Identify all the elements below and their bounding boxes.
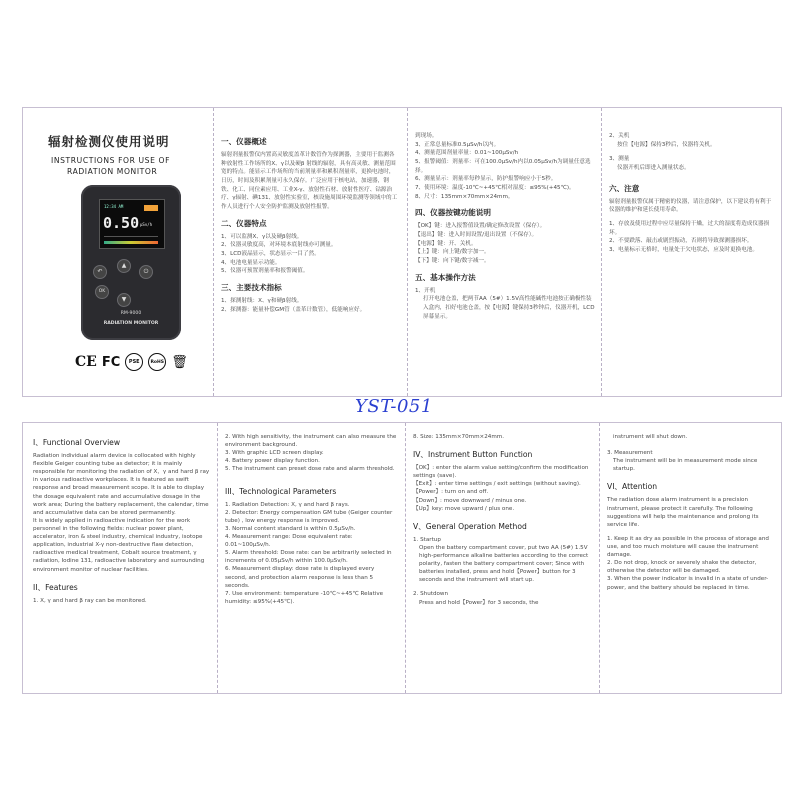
list-item: 【OK】: enter the alarm value setting/confirm the modification settings (save). bbox=[413, 465, 589, 480]
power-button-icon: ⏻ bbox=[139, 265, 153, 279]
en-measure-title: 3. Measurement bbox=[607, 450, 653, 457]
ok-button: OK bbox=[95, 285, 109, 299]
list-item: 4. Battery power display function. bbox=[225, 458, 320, 465]
list-item: 3、正常总量标准0.5μSv/h以内。 bbox=[415, 141, 500, 148]
en-column-2 bbox=[225, 423, 397, 693]
fold-line bbox=[407, 108, 408, 396]
cn-feature-list bbox=[221, 233, 399, 276]
list-item: 2、探测器：能量补偿GM管（盖革计数管），低能响应好。 bbox=[221, 306, 366, 313]
en-shutdown-title: 2. Shutdown bbox=[413, 591, 449, 598]
list-item: 3. Normal content standard is within 0.5μSv/h. bbox=[225, 525, 356, 532]
list-item: 5、仪器可预置剂量率和报警阈值。 bbox=[221, 268, 309, 275]
list-item: 【Exit】: enter time settings / exit settings (without saving). bbox=[413, 481, 581, 488]
en-overview-text-2: It is widely applied in radioactive indication for the work personnel in the following fields: nuclear power plant, accelerator, iron & steel industry, chemical industry, isotope application, industrial X-γ non-destructive flaw detection, radioactive medical treatment, Cobalt source treatment, γ radiation, Iodine 131, radioactive laboratory and surrounding environment monitor of nuclear facilities. bbox=[33, 517, 205, 573]
cn-spec-list bbox=[221, 297, 399, 314]
english-manual-panel bbox=[22, 422, 782, 694]
list-item: 4、测量范围剂量率量：0.01~100μSv/h bbox=[415, 150, 519, 157]
list-item: 6、测量显示：剂量率每秒显示，防护报警响应小于5秒。 bbox=[415, 176, 557, 183]
cn-spec-list-continued bbox=[415, 132, 595, 201]
cn-overview-text: 辐射剂量报警仪内置高灵敏度盖革计数管作为探测器，主要用于监测各种放射性工作场所的X、γ以及硬β 射线的辐射，具有高灵敏、测量范围宽的特点。能显示工作场所的当前剂量率和累积剂量率，更换电池时，日历，时间及积累剂量可永久保存。广泛应用于核电站，加速器，钢铁、化工、同位素应用、工业X-γ、放射性石材、放射性医疗、钴源治疗、γ辐射、碘131、放射性实验室，核设施周围环境监测等领域中的工作人员进行个人安全防护监测及放射性报警。 bbox=[221, 152, 398, 210]
up-button-icon: ▲ bbox=[117, 259, 131, 273]
fold-line bbox=[405, 423, 406, 693]
en-overview-text: Radiation individual alarm device is collocated with highly flexible Geiger counting tube as detector; it is mainly responsible for monitoring the radiation of X，γ and hard β ray in various radioactive workplaces. It is featured as swift response and broad measurement scope. It is able to display the dosage equivalent rate and accumulative dosage in the work area; During the battery replacement, the calendar, time and accumulative data can be stored permanently. bbox=[33, 453, 210, 516]
list-item: 1、存放及使用过程中应尽量保持干燥，过大的湿度将造成仪器损坏。 bbox=[609, 220, 770, 236]
ce-mark: CE bbox=[75, 354, 97, 370]
chinese-manual-panel bbox=[22, 107, 782, 397]
product-code-stamp: YST-051 bbox=[355, 396, 433, 417]
list-item: 1、探测射线：X、γ和硬β射线。 bbox=[221, 297, 303, 304]
list-item: 【Down】: move downward / minus one. bbox=[413, 497, 527, 504]
en-heading-attention: VI、Attention bbox=[607, 482, 658, 492]
list-item: 7、使用环境：温度-10℃~+45℃相对湿度：≤95%(+45℃)。 bbox=[415, 184, 575, 191]
en-size-spec: 8. Size: 135mm×70mm×24mm. bbox=[413, 434, 505, 440]
fold-line bbox=[213, 108, 214, 396]
certification-logos bbox=[75, 350, 213, 374]
en-startup-text: Open the battery compartment cover, put two AA (5#) 1.5V high-performance alkaline batteries according to the correct polarity, fasten the battery compartment cover; Since with batteries installed, press and hold【Power】button for 3 seconds and the instrument will start up. bbox=[419, 544, 589, 584]
list-item: 2. Do not drop, knock or severely shake the detector, otherwise the detector will be damaged. bbox=[607, 560, 757, 575]
list-item: 3. When the power indicator is invalid in a state of under-power, and the battery should be replaced in time. bbox=[607, 576, 769, 591]
cn-shutdown-title: 2、关机 bbox=[609, 133, 630, 139]
en-heading-overview: I、Functional Overview bbox=[33, 438, 121, 447]
en-column-1 bbox=[33, 423, 213, 693]
en-heading-operation: V、General Operation Method bbox=[413, 521, 527, 531]
cover-title-en-1: INSTRUCTIONS FOR USE OF bbox=[51, 156, 171, 165]
cn-shutdown-text: 按住【电源】保持3秒后，仪器将关机。 bbox=[617, 141, 716, 148]
cn-measure-text: 仪器开机后即进入测量状态。 bbox=[617, 164, 690, 171]
en-shutdown-continued: instrument will shut down. bbox=[613, 434, 688, 440]
list-item: 1、可以监测X、γ以及硬β射线。 bbox=[221, 233, 303, 240]
device-brand: RADIATION MONITOR bbox=[103, 321, 159, 326]
cn-heading-operation: 五、基本操作方法 bbox=[415, 272, 476, 282]
list-item: 5、报警阈值：剂量率：可在100.0μSv/h内以0.05μSv/h为调量任意选择。 bbox=[415, 158, 591, 174]
en-feature-1: 1. X, γ and hard β ray can be monitored. bbox=[33, 597, 147, 604]
down-button-icon: ▼ bbox=[117, 293, 131, 307]
list-item: 3. With graphic LCD screen display. bbox=[225, 450, 324, 457]
cn-column-2 bbox=[221, 108, 399, 396]
cover-column bbox=[23, 108, 213, 396]
cn-attention-text: 辐射剂量报警仪属于精密的仪器，请注意保护，以下建议将有利于仪器的维护和延长使用寿命。 bbox=[609, 198, 772, 214]
en-shutdown-text: Press and hold【Power】for 3 seconds, the bbox=[419, 599, 539, 606]
en-measure-text: The instrument will be in measurement mode since startup. bbox=[613, 458, 758, 473]
device-model: RM-9000 bbox=[120, 311, 142, 316]
list-item: 8、尺寸：135mm×70mm×24mm。 bbox=[415, 193, 514, 200]
en-startup-title: 1. Startup bbox=[413, 536, 441, 543]
list-item: 2. Detector: Energy compensation GM tube (Geiger counter tube) , low energy response is improved. bbox=[225, 509, 393, 524]
en-attention-text: The radiation dose alarm instrument is a precision instrument, please protect it carefully. The following suggestions will help the maintenance and prolong its service life. bbox=[607, 497, 759, 528]
radiation-monitor-device-image bbox=[81, 185, 181, 340]
cn-measure-title: 3、测量 bbox=[609, 156, 630, 163]
en-heading-buttons: IV、Instrument Button Function bbox=[413, 450, 533, 460]
list-item: 7. Use environment: temperature -10℃~+45℃ Relative humidity: ≤95%(+45℃). bbox=[225, 590, 384, 605]
en-feature-list bbox=[225, 433, 397, 474]
cn-heading-features: 二、仪器特点 bbox=[221, 218, 267, 228]
device-screen: 12:34 AM 0.50 μSv/h bbox=[99, 199, 165, 249]
list-item: 【Power】: turn on and off. bbox=[413, 489, 489, 496]
cn-heading-buttons: 四、仪器按键功能说明 bbox=[415, 208, 491, 218]
list-item: 【上】键：向上键/数字加一。 bbox=[415, 249, 490, 256]
recycle-bin-icon: 🗑 bbox=[171, 354, 188, 370]
list-item: 到现场。 bbox=[415, 133, 438, 139]
cover-title-en-2: RADIATION MONITOR bbox=[67, 167, 158, 176]
cn-key-list bbox=[415, 222, 595, 265]
list-item: 3、电量标示无格时，电量处于欠电状态，应及时更换电池。 bbox=[609, 246, 758, 253]
list-item: 2、不要跌落、敲击或剧烈振动，否则将导致探测器损坏。 bbox=[609, 238, 753, 245]
list-item: 【Up】key: move upward / plus one. bbox=[413, 505, 515, 512]
screen-graph bbox=[104, 236, 158, 244]
list-item: 2、仪器灵敏度高，对环境本底射线亦可测量。 bbox=[221, 242, 337, 249]
cover-title-cn: 辐射检测仪使用说明 bbox=[48, 134, 170, 149]
en-spec-list bbox=[225, 501, 397, 606]
en-heading-features: II、Features bbox=[33, 582, 78, 592]
list-item: 【退出】键：进入时间设置/退出设置（不保存）。 bbox=[415, 231, 538, 238]
cn-column-3 bbox=[415, 108, 595, 396]
fold-line bbox=[599, 423, 600, 693]
en-heading-specs: III、Technological Parameters bbox=[225, 486, 337, 496]
list-item: 【下】键：向下键/数字减一。 bbox=[415, 257, 490, 264]
rohs-mark: RoHS bbox=[148, 353, 166, 371]
cn-heading-specs: 三、主要技术指标 bbox=[221, 282, 282, 292]
list-item: 1. Keep it as dry as possible in the process of storage and use, and too much moisture will cause the instrument damage. bbox=[607, 535, 769, 559]
cn-heading-overview: 一、仪器概述 bbox=[221, 137, 267, 146]
list-item: 2. With high sensitivity, the instrument can also measure the environment background. bbox=[225, 434, 397, 449]
list-item: 4. Measurement range: Dose equivalent rate: 0.01~100μSv/h. bbox=[225, 533, 353, 549]
en-column-4 bbox=[607, 423, 775, 693]
pse-mark: PSE bbox=[125, 353, 143, 371]
list-item: 【电源】键：开、关机。 bbox=[415, 240, 477, 247]
list-item: 3、LCD液晶显示，状态显示一目了然。 bbox=[221, 250, 320, 257]
list-item: 4、电池电量显示功能。 bbox=[221, 259, 281, 266]
cn-column-4 bbox=[609, 108, 775, 396]
screen-unit: μSv/h bbox=[140, 222, 153, 227]
en-key-list bbox=[413, 464, 593, 513]
cn-heading-attention: 六、注意 bbox=[609, 183, 640, 193]
cn-startup-text: 打开电池仓盖，把两节AA（5#）1.5V高性能碱性电池按正确极性装入盒内，扣好电池仓盖，按【电源】键保持3秒钟后，仪器开机，LCD屏幕显示。 bbox=[423, 296, 595, 320]
cn-startup-title: 1、开机 bbox=[415, 287, 436, 294]
screen-reading: 0.50 bbox=[103, 214, 140, 232]
fcc-mark: FC bbox=[101, 354, 121, 370]
list-item: 5. Alarm threshold: Dose rate: can be arbitrarily selected in increments of 0.05μSv/h within 100.0μSv/h. bbox=[225, 550, 392, 565]
battery-indicator bbox=[144, 205, 158, 211]
list-item: 6. Measurement display: dose rate is displayed every second, and protection alarm response is less than 5 seconds. bbox=[225, 566, 375, 589]
list-item: 1. Radiation Detection: X, γ and hard β rays. bbox=[225, 501, 350, 508]
list-item: 【OK】键：进入报警值设置/确定修改设置（保存）。 bbox=[415, 223, 546, 230]
list-item: 5. The instrument can preset dose rate and alarm threshold. bbox=[225, 466, 395, 473]
en-notes-list bbox=[607, 535, 775, 592]
cn-notes-list bbox=[609, 220, 775, 255]
fold-line bbox=[217, 423, 218, 693]
back-button-icon: ↶ bbox=[93, 265, 107, 279]
en-column-3 bbox=[413, 423, 593, 693]
fold-line bbox=[601, 108, 602, 396]
